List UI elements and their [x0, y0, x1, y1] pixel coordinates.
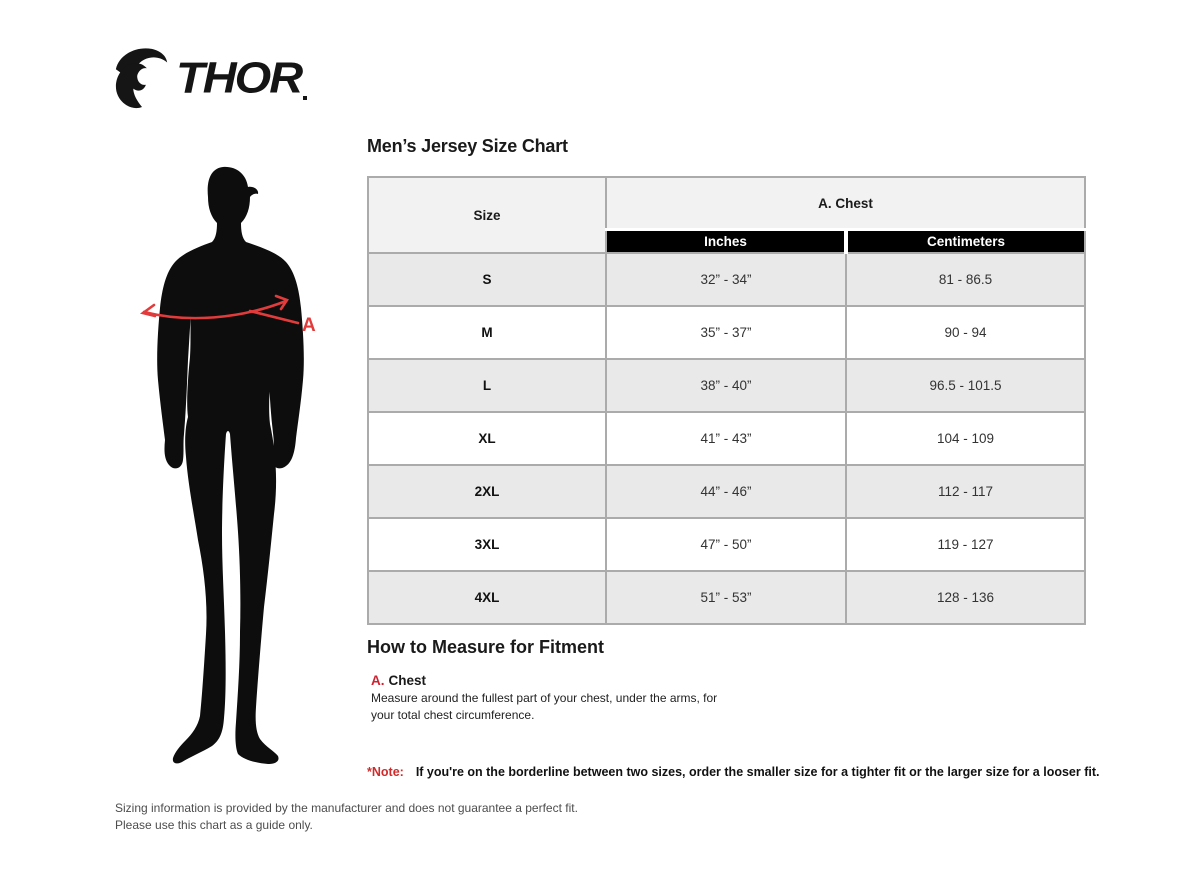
measure-item-description: Measure around the fullest part of your chest, under the arms, for your total chest circumference. — [371, 691, 718, 722]
measure-item-name: Chest — [388, 673, 427, 688]
cm-cell: 112 - 117 — [846, 465, 1085, 518]
size-cell: 4XL — [368, 571, 606, 624]
cm-cell: 96.5 - 101.5 — [846, 359, 1085, 412]
disclaimer-line2: Please use this chart as a guide only. — [115, 817, 313, 832]
subcol-header-inches: Inches — [606, 230, 846, 254]
disclaimer — [115, 800, 578, 833]
cm-cell: 119 - 127 — [846, 518, 1085, 571]
note-label: *Note: — [367, 765, 404, 779]
subcol-header-centimeters: Centimeters — [846, 230, 1085, 254]
cm-cell: 90 - 94 — [846, 306, 1085, 359]
sizing-note — [367, 765, 1100, 779]
body-silhouette-diagram — [128, 162, 336, 780]
thor-logo — [112, 45, 307, 109]
note-text: If you're on the borderline between two sizes, order the smaller size for a tighter fit or the larger size for a looser fit. — [415, 765, 1100, 779]
size-cell: XL — [368, 412, 606, 465]
table-row-l — [368, 359, 1085, 412]
size-cell: M — [368, 306, 606, 359]
table-row-4xl — [368, 571, 1085, 624]
inches-cell: 51” - 53” — [606, 571, 846, 624]
table-row-xl — [368, 412, 1085, 465]
table-row-3xl — [368, 518, 1085, 571]
cm-cell: 128 - 136 — [846, 571, 1085, 624]
table-row-s — [368, 253, 1085, 306]
size-chart-title: Men’s Jersey Size Chart — [367, 136, 568, 156]
inches-cell: 32” - 34” — [606, 253, 846, 306]
chest-line-left-arrow — [143, 305, 155, 316]
male-silhouette — [128, 162, 336, 780]
cm-cell: 81 - 86.5 — [846, 253, 1085, 306]
col-header-chest-group: A. Chest — [606, 177, 1085, 230]
thor-ram-icon — [112, 45, 172, 109]
thor-logo-dot — [303, 96, 307, 100]
inches-cell: 47” - 50” — [606, 518, 846, 571]
table-row-2xl — [368, 465, 1085, 518]
inches-cell: 35” - 37” — [606, 306, 846, 359]
size-cell: 2XL — [368, 465, 606, 518]
table-row-m — [368, 306, 1085, 359]
inches-cell: 38” - 40” — [606, 359, 846, 412]
measure-item-heading — [371, 673, 426, 688]
inches-cell: 41” - 43” — [606, 412, 846, 465]
cm-cell: 104 - 109 — [846, 412, 1085, 465]
silhouette-body — [157, 167, 304, 764]
size-cell: S — [368, 253, 606, 306]
disclaimer-line1: Sizing information is provided by the manufacturer and does not guarantee a perfect fit. — [115, 801, 578, 815]
col-header-size: Size — [368, 177, 606, 253]
size-chart-table — [367, 176, 1086, 625]
size-cell: 3XL — [368, 518, 606, 571]
thor-logo-text: THOR — [176, 52, 302, 102]
measure-section-title: How to Measure for Fitment — [367, 637, 605, 657]
inches-cell: 44” - 46” — [606, 465, 846, 518]
chest-label: A — [302, 315, 316, 336]
measure-item-letter: A. — [371, 673, 385, 688]
size-cell: L — [368, 359, 606, 412]
